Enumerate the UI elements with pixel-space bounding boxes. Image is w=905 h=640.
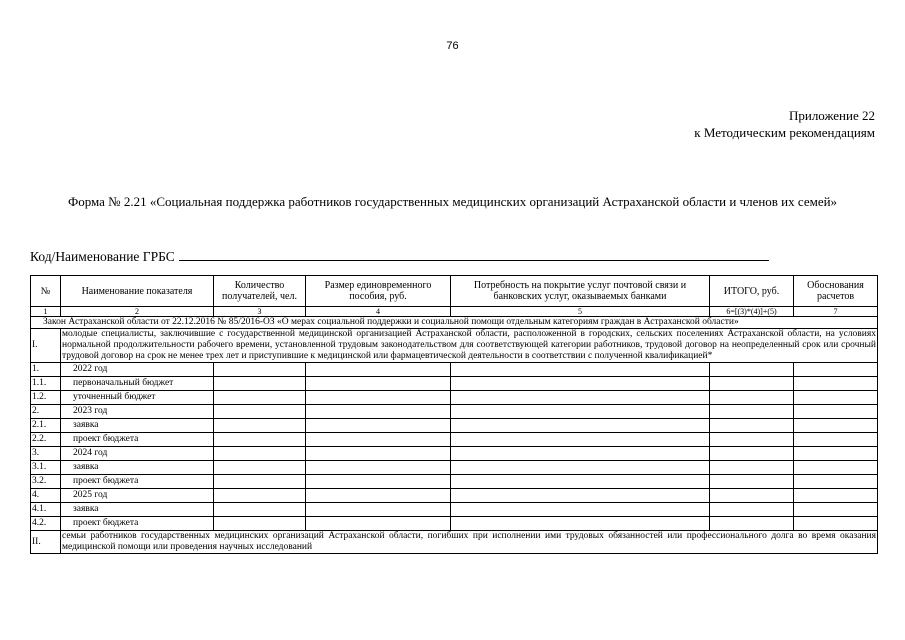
table-row bbox=[31, 433, 878, 447]
value-cell[interactable] bbox=[710, 489, 794, 503]
section-1-num: I. bbox=[31, 329, 61, 363]
value-cell[interactable] bbox=[306, 377, 451, 391]
value-cell[interactable] bbox=[710, 517, 794, 531]
appendix-line-1: Приложение 22 bbox=[788, 108, 875, 123]
value-cell[interactable] bbox=[214, 391, 306, 405]
value-cell[interactable] bbox=[451, 503, 710, 517]
value-cell[interactable] bbox=[794, 489, 878, 503]
header-cell: № bbox=[31, 276, 61, 307]
table-row bbox=[31, 391, 878, 405]
value-cell[interactable] bbox=[710, 419, 794, 433]
value-cell[interactable] bbox=[710, 475, 794, 489]
header-cell: Наименование показателя bbox=[61, 276, 214, 307]
value-cell[interactable] bbox=[794, 447, 878, 461]
value-cell[interactable] bbox=[451, 489, 710, 503]
value-cell[interactable] bbox=[214, 461, 306, 475]
value-cell[interactable] bbox=[794, 419, 878, 433]
value-cell[interactable] bbox=[710, 433, 794, 447]
section-1-text: молодые специалисты, заключившие с государственной медицинской организацией Астраханской области, расположенной в городских, сельских поселениях Астраханской области, на условиях нормальной продолжительности рабочего времени, установленной трудовым законодательством для соответствующей категории работников, трудовой договор на неопределенный срок или срочный трудовой договор на срок не менее трех лет и приступившие к медицинской или фармацевтической деятельности в соответствии с полученной квалификацией* bbox=[62, 329, 876, 361]
value-cell[interactable] bbox=[306, 363, 451, 377]
row-label: проект бюджета bbox=[61, 475, 214, 489]
section-2-row bbox=[31, 531, 878, 554]
table-row bbox=[31, 517, 878, 531]
row-number: 3.1. bbox=[31, 461, 61, 475]
appendix-line-2: к Методическим рекомендациям bbox=[694, 125, 875, 140]
table-row bbox=[31, 419, 878, 433]
value-cell[interactable] bbox=[451, 377, 710, 391]
header-cell: Размер единовременного пособия, руб. bbox=[306, 276, 451, 307]
form-table bbox=[30, 275, 878, 554]
value-cell[interactable] bbox=[214, 363, 306, 377]
year-label: 2023 год bbox=[61, 405, 214, 419]
value-cell[interactable] bbox=[794, 377, 878, 391]
value-cell[interactable] bbox=[794, 405, 878, 419]
row-label: заявка bbox=[61, 461, 214, 475]
row-label: заявка bbox=[61, 419, 214, 433]
value-cell[interactable] bbox=[451, 517, 710, 531]
value-cell[interactable] bbox=[451, 447, 710, 461]
column-number: 1 bbox=[31, 307, 61, 317]
value-cell[interactable] bbox=[710, 447, 794, 461]
value-cell[interactable] bbox=[710, 405, 794, 419]
row-number: 4.1. bbox=[31, 503, 61, 517]
form-title: Форма № 2.21 «Социальная поддержка работников государственных медицинских организаций Астраханской области и членов их семей» bbox=[67, 194, 838, 209]
table-row bbox=[31, 363, 878, 377]
value-cell[interactable] bbox=[794, 461, 878, 475]
row-number: 3. bbox=[31, 447, 61, 461]
table-row bbox=[31, 447, 878, 461]
table-row bbox=[31, 489, 878, 503]
value-cell[interactable] bbox=[306, 419, 451, 433]
header-cell: Обоснования расчетов bbox=[794, 276, 878, 307]
grbs-field bbox=[30, 248, 769, 265]
value-cell[interactable] bbox=[306, 517, 451, 531]
row-number: 2. bbox=[31, 405, 61, 419]
row-label: заявка bbox=[61, 503, 214, 517]
table-row bbox=[31, 377, 878, 391]
value-cell[interactable] bbox=[306, 433, 451, 447]
table-header-row bbox=[31, 276, 878, 307]
column-number: 2 bbox=[61, 307, 214, 317]
row-number: 1. bbox=[31, 363, 61, 377]
value-cell[interactable] bbox=[306, 489, 451, 503]
value-cell[interactable] bbox=[214, 419, 306, 433]
grbs-label: Код/Наименование ГРБС bbox=[30, 249, 175, 264]
value-cell[interactable] bbox=[214, 517, 306, 531]
row-number: 4.2. bbox=[31, 517, 61, 531]
year-label: 2024 год bbox=[61, 447, 214, 461]
row-label: проект бюджета bbox=[61, 517, 214, 531]
value-cell[interactable] bbox=[306, 503, 451, 517]
grbs-input-line[interactable] bbox=[179, 248, 769, 261]
value-cell[interactable] bbox=[794, 503, 878, 517]
value-cell[interactable] bbox=[794, 391, 878, 405]
column-number: 4 bbox=[306, 307, 451, 317]
value-cell[interactable] bbox=[214, 447, 306, 461]
value-cell[interactable] bbox=[214, 475, 306, 489]
value-cell[interactable] bbox=[306, 391, 451, 405]
page-number: 76 bbox=[446, 40, 459, 52]
value-cell[interactable] bbox=[710, 377, 794, 391]
value-cell[interactable] bbox=[794, 475, 878, 489]
column-number: 5 bbox=[451, 307, 710, 317]
table-row bbox=[31, 503, 878, 517]
value-cell[interactable] bbox=[451, 461, 710, 475]
header-cell: Количество получателей, чел. bbox=[214, 276, 306, 307]
table-row bbox=[31, 475, 878, 489]
value-cell[interactable] bbox=[306, 405, 451, 419]
header-cell: ИТОГО, руб. bbox=[710, 276, 794, 307]
value-cell[interactable] bbox=[451, 419, 710, 433]
value-cell[interactable] bbox=[710, 391, 794, 405]
column-number: 3 bbox=[214, 307, 306, 317]
header-cell: Потребность на покрытие услуг почтовой связи и банковских услуг, оказываемых банками bbox=[451, 276, 710, 307]
value-cell[interactable] bbox=[794, 363, 878, 377]
value-cell[interactable] bbox=[710, 503, 794, 517]
section-1-row bbox=[31, 329, 878, 363]
value-cell[interactable] bbox=[214, 405, 306, 419]
value-cell[interactable] bbox=[710, 461, 794, 475]
law-row bbox=[31, 317, 878, 329]
value-cell[interactable] bbox=[306, 447, 451, 461]
row-label: уточненный бюджет bbox=[61, 391, 214, 405]
row-number: 2.2. bbox=[31, 433, 61, 447]
value-cell[interactable] bbox=[214, 503, 306, 517]
value-cell[interactable] bbox=[451, 391, 710, 405]
section-2-text: семьи работников государственных медицинских организаций Астраханской области, погибших при исполнении ими трудовых обязанностей или профессионального долга во время оказания медицинской помощи или проведения научных исследований bbox=[62, 531, 876, 552]
column-number: 6=[(3)*(4)]+(5) bbox=[710, 307, 794, 317]
value-cell[interactable] bbox=[451, 433, 710, 447]
row-label: первоначальный бюджет bbox=[61, 377, 214, 391]
value-cell[interactable] bbox=[451, 363, 710, 377]
value-cell[interactable] bbox=[306, 475, 451, 489]
value-cell[interactable] bbox=[794, 433, 878, 447]
column-number-row bbox=[31, 307, 878, 317]
row-number: 1.1. bbox=[31, 377, 61, 391]
value-cell[interactable] bbox=[214, 489, 306, 503]
section-2-num: II. bbox=[31, 531, 61, 554]
law-text: Закон Астраханской области от 22.12.2016 № 85/2016-ОЗ «О мерах социальной поддержки и социальной помощи отдельным категориям граждан в Астраханской области» bbox=[31, 317, 878, 329]
table-row bbox=[31, 405, 878, 419]
row-number: 3.2. bbox=[31, 475, 61, 489]
row-label: проект бюджета bbox=[61, 433, 214, 447]
value-cell[interactable] bbox=[214, 433, 306, 447]
value-cell[interactable] bbox=[306, 461, 451, 475]
row-number: 1.2. bbox=[31, 391, 61, 405]
value-cell[interactable] bbox=[451, 475, 710, 489]
year-label: 2022 год bbox=[61, 363, 214, 377]
column-number: 7 bbox=[794, 307, 878, 317]
value-cell[interactable] bbox=[794, 517, 878, 531]
year-label: 2025 год bbox=[61, 489, 214, 503]
value-cell[interactable] bbox=[451, 405, 710, 419]
value-cell[interactable] bbox=[710, 363, 794, 377]
row-number: 2.1. bbox=[31, 419, 61, 433]
value-cell[interactable] bbox=[214, 377, 306, 391]
table-row bbox=[31, 461, 878, 475]
row-number: 4. bbox=[31, 489, 61, 503]
